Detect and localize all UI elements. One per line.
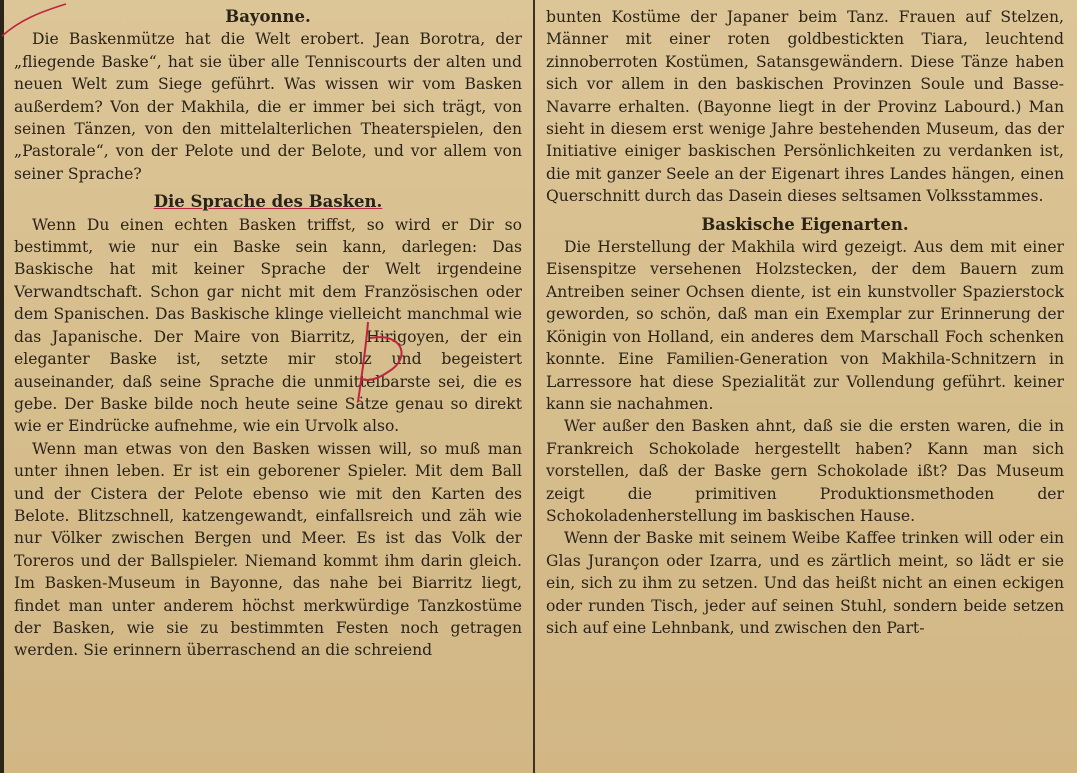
heading-sprache-text: Die Sprache des Basken. bbox=[153, 192, 383, 212]
paragraph-kostueme: bunten Kostüme der Japaner beim Tanz. Frauen auf Stelzen, Männer mit einer roten goldbestickten Tiara, leuchtend zinnoberroten Kostümen, Satansgewändern. Diese Tänze haben sich vor allem in den baskischen Provinzen Soule und Basse-Navarre erhalten. (Bayonne liegt in der Provinz Labourd.) Man sieht in diesem erst wenige Jahre bestehenden Museum, das der Initiative einiger baskischen Persönlichkeiten zu verdanken ist, die mit ganzer Seele an der Eigenart ihres Landes hängen, einen Querschnitt durch das Dasein dieses seltsamen Volksstammes. bbox=[546, 8, 1064, 206]
paragraph-makhila: Die Herstellung der Makhila wird gezeigt. Aus dem mit einer Eisenspitze versehenen Holzstecken, der dem Bauern zum Antreiben seiner Ochsen diente, ist ein kunstvoller Spazierstock geworden, so schön, daß man ein Exemplar zur Erinnerung der Königin von Holland, ein anderes dem Marschall Foch schenken konnte. Eine Familien-Generation von Makhila-Schnitzern in Larressore hat diese Spezialität zur Vollendung geführt. keiner kann sie nachahmen. bbox=[546, 238, 1064, 413]
paragraph-kaffee: Wenn der Baske mit seinem Weibe Kaffee trinken will oder ein Glas Jurançon oder Izarra, und es zärtlich meint, so lädt er sie ein, sich zu ihm zu setzen. Und das heißt nicht an einen eckigen oder runden Tisch, jeder auf seinen Stuhl, sondern beide setzen sich auf eine Lehnbank, und zwischen den Part- bbox=[546, 529, 1064, 637]
column-divider bbox=[533, 0, 535, 773]
heading-eigenarten: Baskische Eigenarten. bbox=[701, 214, 909, 234]
paragraph-schokolade: Wer außer den Basken ahnt, daß sie die ersten waren, die in Frankreich Schokolade hergestellt haben? Kann man sich vorstellen, daß der Baske gern Schokolade ißt? Das Museum zeigt die primitiven Produktionsmethoden der Schokoladenherstellung im baskischen Hause. bbox=[546, 417, 1064, 525]
right-column bbox=[546, 6, 1064, 767]
paragraph-intro: Die Baskenmütze hat die Welt erobert. Jean Borotra, der „fliegende Baske“, hat sie über alle Tenniscourts der alten und neuen Welt zum Siege geführt. Was wissen wir vom Basken außerdem? Von der Makhila, die er immer bei sich trägt, von seinen Tänzen, von den mittelalterlichen Theaterspielen, den „Pastorale“, von der Pelote und der Belote, und vor allem von seiner Sprache? bbox=[14, 30, 522, 183]
left-column bbox=[14, 6, 522, 767]
heading-bayonne: Bayonne. bbox=[225, 7, 311, 26]
torn-edge-shadow bbox=[0, 0, 4, 773]
paragraph-spieler: Wenn man etwas von den Basken wissen will, so muß man unter ihnen leben. Er ist ein geborener Spieler. Mit dem Ball und der Cistera der Pelote ebenso wie mit den Karten des Belote. Blitzschnell, katzengewandt, einfallsreich und zäh wie nur Völker zwischen Bergen und Meer. Es ist das Volk der Toreros und der Ballspieler. Niemand kommt ihm darin gleich. Im Basken-Museum in Bayonne, das nahe bei Biarritz liegt, findet man unter anderem höchst merkwürdige Tanzkostüme der Basken, wie sie zu bestimmten Festen noch getragen werden. Sie erinnern überraschend an die schreiend bbox=[14, 439, 522, 660]
heading-sprache bbox=[14, 191, 522, 213]
paragraph-sprache: Wenn Du einen echten Basken triffst, so wird er Dir so bestimmt, wie nur ein Baske sein kann, darlegen: Das Baskische hat mit keiner Sprache der Welt irgendeine Verwandtschaft. Schon gar nicht mit dem Französischen oder dem Spanischen. Das Baskische klinge vielleicht manchmal wie das Japanische. Der Maire von Biarritz, Hirigoyen, der ein eleganter Baske ist, setzte mir stolz und begeistert auseinander, daß seine Sprache die unmittelbarste sei, die es gebe. Der Baske bilde noch heute seine Sätze genau so direkt wie er Eindrücke aufnehme, wie ein Urvolk also. bbox=[14, 215, 522, 436]
